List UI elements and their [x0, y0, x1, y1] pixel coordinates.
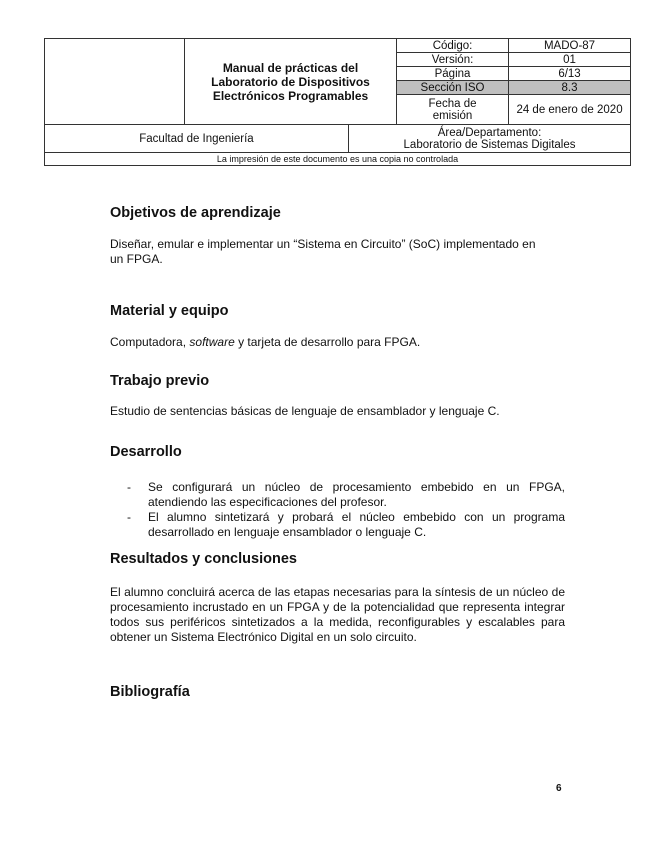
area-value: Laboratorio de Sistemas Digitales — [403, 138, 576, 151]
desarrollo-heading: Desarrollo — [110, 444, 182, 460]
codigo-label: Código: — [397, 39, 509, 53]
material-heading: Material y equipo — [110, 303, 229, 319]
resultados-heading: Resultados y conclusiones — [110, 551, 297, 567]
fecha-value: 24 de enero de 2020 — [509, 95, 631, 125]
uncontrolled-copy-notice: La impresión de este documento es una copia no controlada — [45, 153, 631, 166]
objetivos-heading: Objetivos de aprendizaje — [110, 205, 281, 221]
bibliografia-heading: Bibliografía — [110, 684, 190, 700]
desarrollo-list — [127, 480, 565, 540]
page-number: 6 — [556, 783, 562, 794]
dash-bullet: - — [127, 480, 131, 494]
pagina-label: Página — [397, 67, 509, 81]
seccion-label: Sección ISO — [397, 81, 509, 95]
title-line-1: Manual de prácticas del — [222, 60, 359, 75]
list-item — [127, 510, 565, 540]
seccion-value: 8.3 — [509, 81, 631, 95]
codigo-value: MADO-87 — [509, 39, 631, 53]
version-value: 01 — [509, 53, 631, 67]
material-text-start: Computadora, — [110, 335, 190, 349]
area-cell — [349, 125, 631, 153]
document-header-table — [44, 38, 631, 166]
desarrollo-item-text: Se configurará un núcleo de procesamiento embebido en un FPGA, atendiendo las especificaciones del profesor. — [148, 480, 565, 509]
facultad-cell: Facultad de Ingeniería — [45, 125, 349, 153]
previo-heading: Trabajo previo — [110, 373, 210, 389]
area-label: Área/Departamento: — [437, 126, 542, 139]
fecha-label-line-1: Fecha de — [428, 97, 477, 110]
previo-text: Estudio de sentencias básicas de lenguaje de ensamblador y lenguaje C. — [110, 404, 500, 418]
list-item — [127, 480, 565, 510]
objetivos-text — [110, 237, 565, 267]
pagina-value: 6/13 — [509, 67, 631, 81]
material-text — [110, 335, 565, 350]
title-line-2: Laboratorio de Dispositivos — [211, 74, 370, 89]
material-text-end: y tarjeta de desarrollo para FPGA. — [234, 335, 421, 349]
fecha-label-line-2: emisión — [432, 109, 473, 122]
objetivos-line-1: Diseñar, emular e implementar un “Sistema en Circuito” (SoC) implementado en — [110, 237, 536, 251]
material-software-emphasis: software — [189, 335, 235, 349]
logo-cell — [45, 39, 185, 125]
title-line-3: Electrónicos Programables — [212, 88, 369, 103]
resultados-text: El alumno concluirá acerca de las etapas necesarias para la síntesis de un núcleo de procesamiento incrustado en un FPGA y de la potencialidad que representa integrar todos sus periféricos sintetizados a la medida, reconfigurables y escalables para obtener un Sistema Electrónico Digital en un solo circuito. — [110, 585, 565, 644]
fecha-label — [397, 95, 509, 125]
dash-bullet: - — [127, 510, 131, 524]
objetivos-line-2: un FPGA. — [110, 252, 163, 266]
manual-title — [185, 39, 397, 125]
version-label: Versión: — [397, 53, 509, 67]
desarrollo-item-text: El alumno sintetizará y probará el núcleo embebido con un programa desarrollado en lenguaje ensamblador o lenguaje C. — [148, 510, 565, 539]
